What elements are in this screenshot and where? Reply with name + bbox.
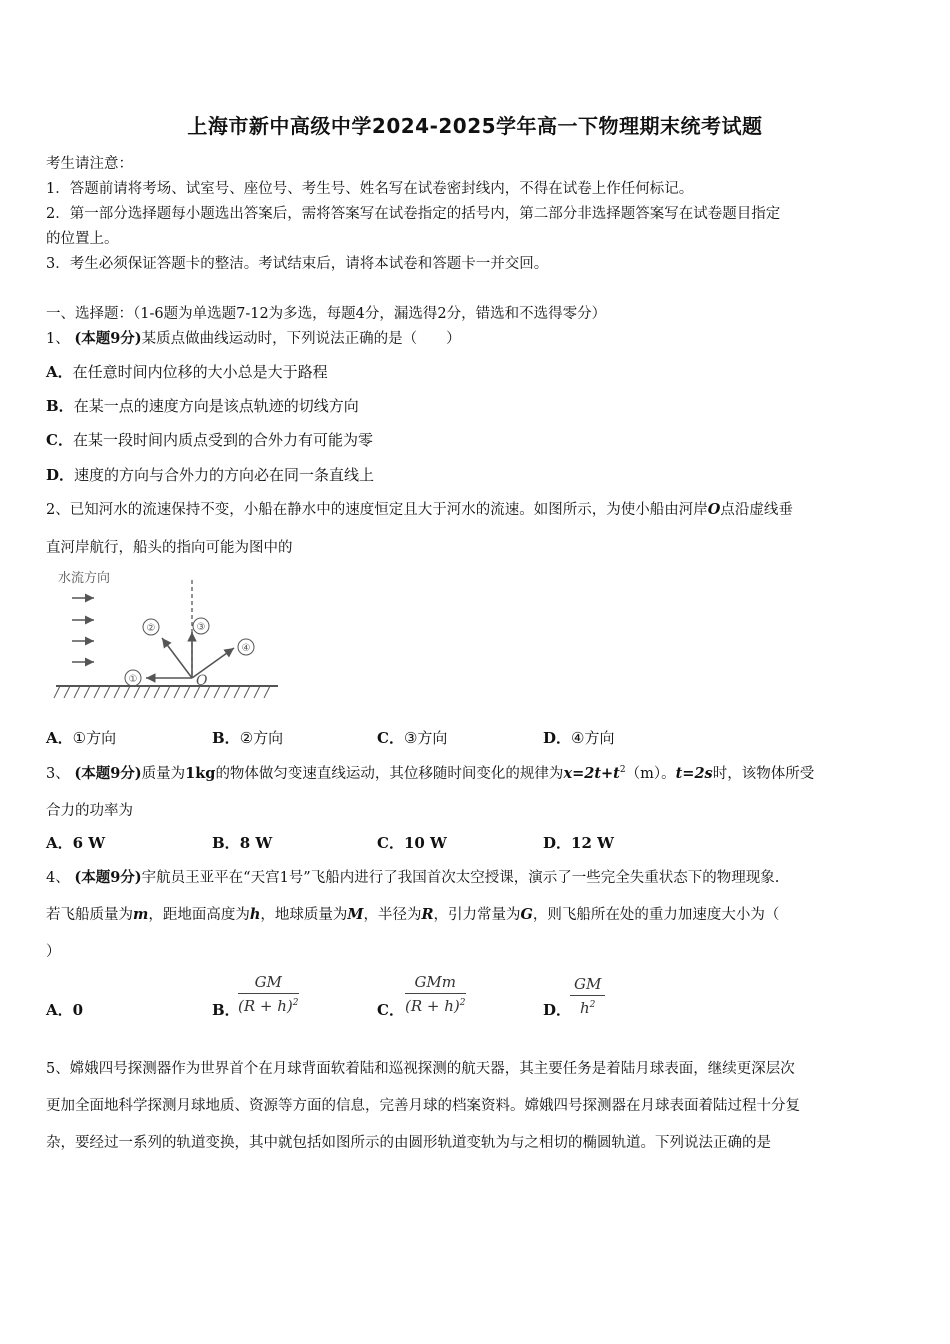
marker-3: ③ xyxy=(196,622,206,633)
q1-option-c[interactable]: C．在某一段时间内质点受到的合外力有可能为零 xyxy=(46,431,373,449)
marker-1: ① xyxy=(128,674,138,685)
q4-option-a[interactable]: A．0 xyxy=(46,1001,84,1019)
question-5-stem-line2: 更加全面地科学探测月球地质、资源等方面的信息，完善月球的档案资料。嫦娥四号探测器在月球表面着陆过程十分复 xyxy=(46,1098,800,1114)
question-4-stem-line3: ） xyxy=(46,944,61,960)
q4-option-c-label[interactable]: C． xyxy=(377,1001,404,1019)
bank-hatching xyxy=(54,686,270,698)
marker-4: ④ xyxy=(241,643,251,654)
notice-item: 1．答题前请将考场、试室号、座位号、考生号、姓名写在试卷密封线内，不得在试卷上作任何标记。 xyxy=(46,181,694,197)
marker-2: ② xyxy=(146,623,156,634)
question-1-stem xyxy=(46,327,916,348)
section-heading: 一、选择题：（1-6题为单选题7-12为多选，每题4分，漏选得2分，错选和不选得零分） xyxy=(46,306,607,322)
q4-option-c-fraction: GMm $(R + h)^2$ xyxy=(405,973,466,1015)
flow-direction-label: 水流方向 xyxy=(58,571,111,586)
question-2-stem-line2: 直河岸航行，船头的指向可能为图中的 xyxy=(46,540,293,556)
point-o-label: O xyxy=(707,501,721,518)
q2-option-b[interactable]: B．②方向 xyxy=(212,729,284,747)
question-number: 1、 xyxy=(46,331,70,347)
notice-item: 2．第一部分选择题每小题选出答案后，需将答案写在试卷指定的括号内，第二部分非选择题答案写在试卷题目指定 xyxy=(46,206,781,222)
q1-option-a[interactable]: A．在任意时间内位移的大小总是大于路程 xyxy=(46,363,328,381)
notice-item: 3．考生必须保证答题卡的整洁。考试结束后，请将本试卷和答题卡一并交回。 xyxy=(46,256,549,272)
flow-arrows xyxy=(72,598,94,662)
question-2-stem: 2、已知河水的流速保持不变，小船在静水中的速度恒定且大于河水的流速。如图所示，为使小船由河岸O点沿虚线垂 xyxy=(46,501,793,518)
q1-option-d[interactable]: D．速度的方向与合外力的方向必在同一条直线上 xyxy=(46,466,375,484)
q4-option-d-fraction: GM $h^2$ xyxy=(570,975,605,1017)
q2-option-c[interactable]: C．③方向 xyxy=(377,729,448,747)
direction-2-arrow xyxy=(162,638,192,678)
q3-option-d[interactable]: D．12 W xyxy=(543,834,614,852)
q2-option-a[interactable]: A．①方向 xyxy=(46,729,117,747)
question-3-stem-line2: 合力的功率为 xyxy=(46,803,133,819)
q3-option-a[interactable]: A．6 W xyxy=(46,834,106,852)
question-5-stem: 5、嫦娥四号探测器作为世界首个在月球背面软着陆和巡视探测的航天器，其主要任务是着陆月球表面，继续更深层次 xyxy=(46,1061,795,1077)
notice-item: 的位置上。 xyxy=(46,231,119,247)
question-text: 某质点做曲线运动时，下列说法正确的是（ ） xyxy=(141,331,461,347)
question-3-stem: 3、 (本题9分)质量为1kg的物体做匀变速直线运动，其位移随时间变化的规律为$x=2t+t^2(m)$。t=2s时，该物体所受 xyxy=(46,765,815,782)
origin-label: O xyxy=(196,673,208,689)
q1-option-b[interactable]: B．在某一点的速度方向是该点轨迹的切线方向 xyxy=(46,397,359,415)
q4-option-d-label[interactable]: D． xyxy=(543,1001,572,1019)
question-4-stem-line2: 若飞船质量为m，距地面高度为h，地球质量为M，半径为R，引力常量为G，则飞船所在处的重力加速度大小为（ xyxy=(46,906,780,923)
question-tag: (本题9分) xyxy=(74,330,142,347)
q3-option-c[interactable]: C．10 W xyxy=(377,834,447,852)
question-5-stem-line3: 杂，要经过一系列的轨道变换，其中就包括如图所示的由圆形轨道变轨为与之相切的椭圆轨道。下列说法正确的是 xyxy=(46,1135,771,1151)
q3-option-b[interactable]: B．8 W xyxy=(212,834,273,852)
q2-option-d[interactable]: D．④方向 xyxy=(543,729,615,747)
notice-heading: 考生请注意： xyxy=(46,156,133,172)
river-diagram xyxy=(50,566,290,706)
q4-option-b-label[interactable]: B． xyxy=(212,1001,240,1019)
question-4-stem: 4、 (本题9分)宇航员王亚平在“天宫1号”飞船内进行了我国首次太空授课，演示了一些完全失重状态下的物理现象. xyxy=(46,869,780,886)
page-title: 上海市新中高级中学2024-2025学年高一下物理期末统考试题 xyxy=(187,114,763,138)
q4-option-b-fraction: GM $(R + h)^2$ xyxy=(238,973,299,1015)
